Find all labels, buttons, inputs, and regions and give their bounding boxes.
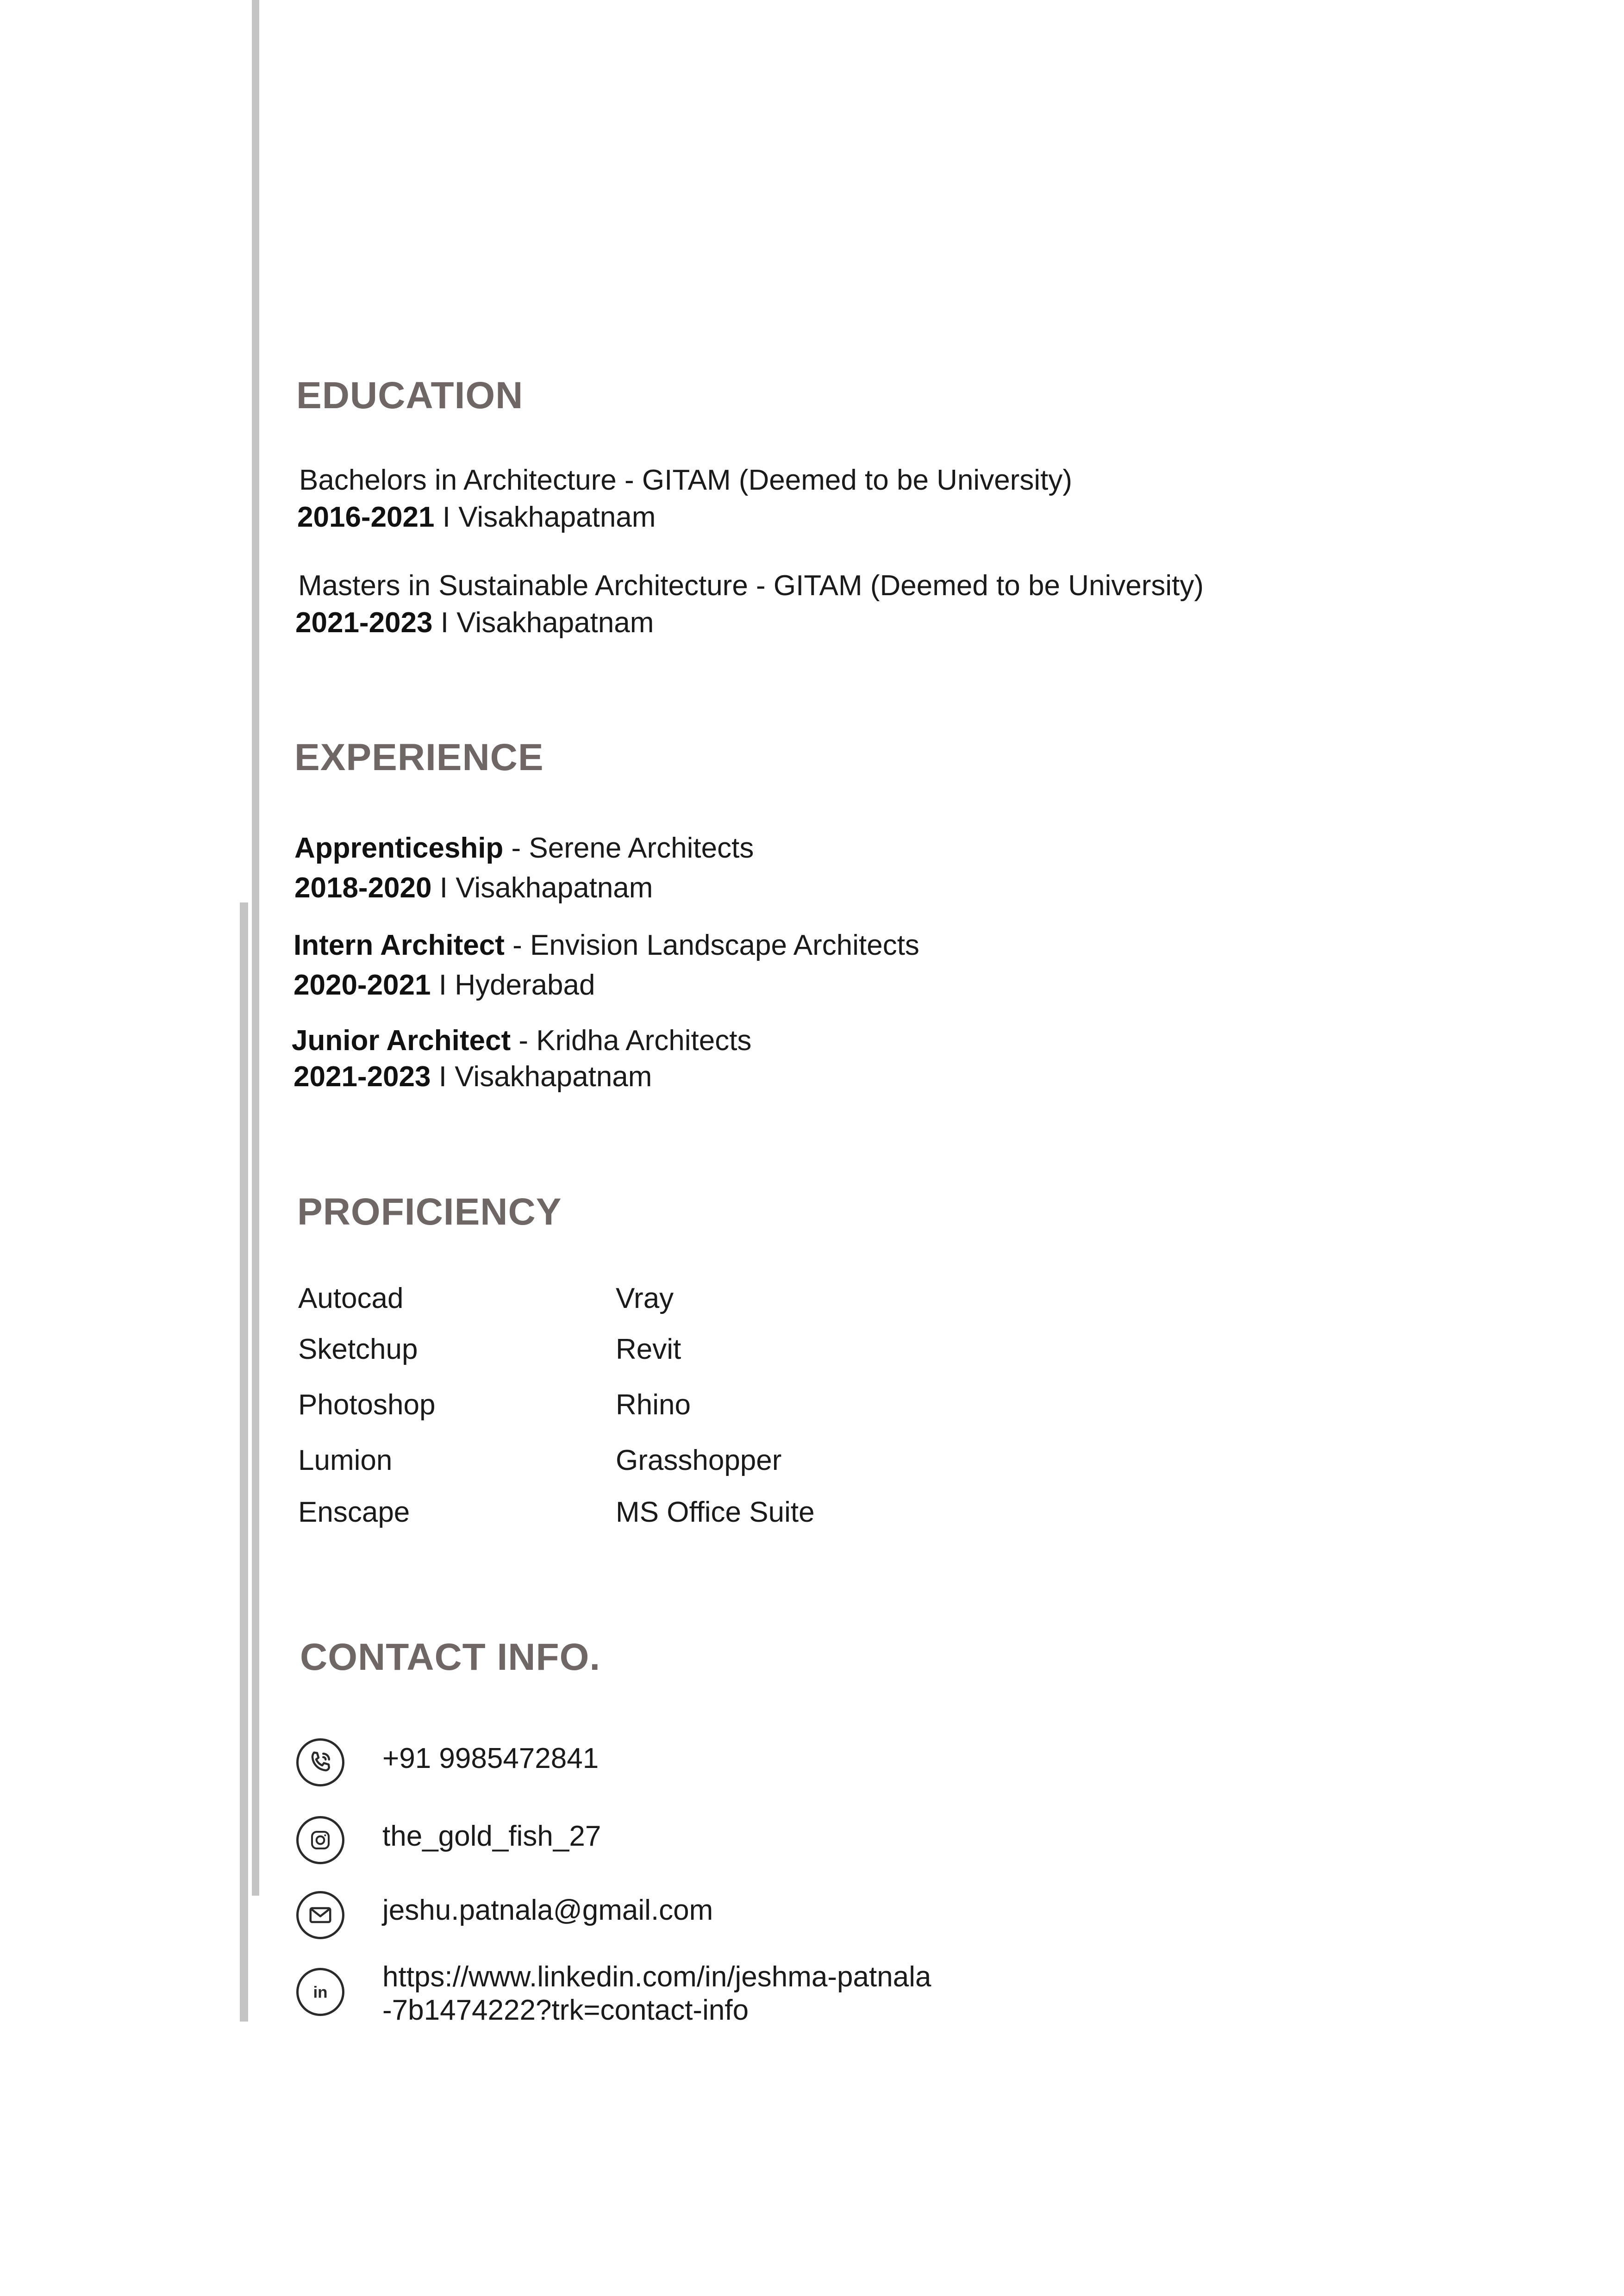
experience-meta xyxy=(294,868,754,908)
skill-item: Rhino xyxy=(616,1389,691,1421)
education-item xyxy=(299,462,1072,536)
experience-separator: I xyxy=(431,1061,455,1093)
side-divider-bar xyxy=(252,0,259,1896)
education-years: 2021-2023 xyxy=(295,607,433,639)
linkedin-url[interactable] xyxy=(382,1960,931,2027)
experience-years: 2018-2020 xyxy=(294,872,432,904)
skill-item: Enscape xyxy=(298,1496,410,1528)
instagram-icon xyxy=(296,1816,344,1864)
education-meta xyxy=(297,499,1072,536)
experience-firm: - Serene Architects xyxy=(503,832,754,864)
education-meta xyxy=(295,604,1204,641)
instagram-handle[interactable]: the_gold_fish_27 xyxy=(382,1820,601,1852)
linkedin-url-line-1[interactable]: https://www.linkedin.com/in/jeshma-patnala xyxy=(382,1961,931,1993)
experience-role: Junior Architect xyxy=(292,1025,511,1057)
experience-firm: - Kridha Architects xyxy=(511,1025,752,1057)
education-separator: I xyxy=(434,501,459,533)
skill-item: MS Office Suite xyxy=(616,1496,815,1528)
experience-firm: - Envision Landscape Architects xyxy=(504,929,919,961)
experience-role-line xyxy=(292,1023,751,1059)
education-location: Visakhapatnam xyxy=(456,607,654,639)
experience-role-line xyxy=(294,828,754,868)
education-item xyxy=(295,567,1204,641)
experience-separator: I xyxy=(431,872,456,904)
skill-item: Lumion xyxy=(298,1444,393,1476)
experience-meta xyxy=(294,965,919,1005)
experience-role: Intern Architect xyxy=(294,929,505,961)
education-location: Visakhapatnam xyxy=(458,501,656,533)
experience-location: Visakhapatnam xyxy=(455,1061,652,1093)
contact-heading: CONTACT INFO. xyxy=(300,1636,601,1678)
experience-item xyxy=(292,1023,751,1095)
education-heading: EDUCATION xyxy=(296,374,524,417)
experience-location: Hyderabad xyxy=(455,969,595,1001)
experience-separator: I xyxy=(431,969,455,1001)
education-title: Bachelors in Architecture - GITAM (Deemed to be University) xyxy=(299,464,1072,496)
skill-item: Vray xyxy=(616,1282,674,1314)
experience-meta xyxy=(294,1059,751,1095)
experience-role-line xyxy=(294,926,919,965)
experience-years: 2021-2023 xyxy=(294,1061,431,1093)
skill-item: Photoshop xyxy=(298,1389,436,1421)
experience-years: 2020-2021 xyxy=(294,969,431,1001)
linkedin-icon xyxy=(296,1968,344,2016)
experience-item xyxy=(294,828,754,908)
experience-heading: EXPERIENCE xyxy=(294,736,544,778)
email-address[interactable]: jeshu.patnala@gmail.com xyxy=(382,1894,713,1926)
education-years: 2016-2021 xyxy=(297,501,435,533)
experience-role: Apprenticeship xyxy=(294,832,504,864)
skill-item: Sketchup xyxy=(298,1333,418,1365)
experience-location: Visakhapatnam xyxy=(456,872,653,904)
phone-icon xyxy=(296,1738,344,1786)
mail-icon xyxy=(296,1891,344,1939)
experience-item xyxy=(294,926,919,1005)
education-title: Masters in Sustainable Architecture - GITAM (Deemed to be University) xyxy=(298,570,1204,602)
svg-text:in: in xyxy=(313,1983,328,2002)
education-separator: I xyxy=(432,607,457,639)
linkedin-url-line-2[interactable]: -7b1474222?trk=contact-info xyxy=(382,1994,749,2026)
skill-item: Revit xyxy=(616,1333,681,1365)
skill-item: Grasshopper xyxy=(616,1444,782,1476)
phone-number[interactable]: +91 9985472841 xyxy=(382,1742,599,1774)
skill-item: Autocad xyxy=(298,1282,404,1314)
proficiency-heading: PROFICIENCY xyxy=(297,1191,562,1233)
side-divider-bar-lower xyxy=(240,902,248,2022)
